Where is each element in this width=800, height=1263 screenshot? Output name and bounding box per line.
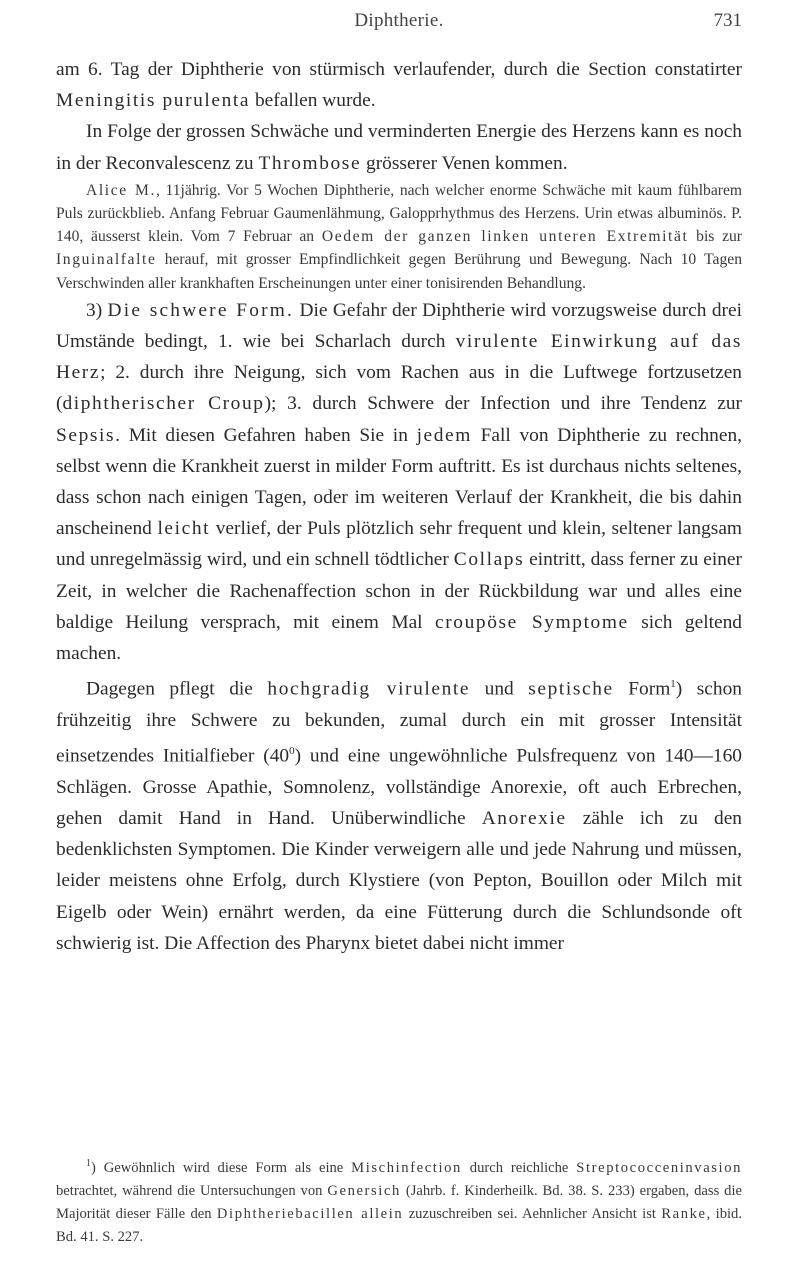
emphasis-croup: diphtherischer Croup xyxy=(62,393,265,415)
degree-mark: 0 xyxy=(289,745,295,758)
emphasis-diphtheriebacillen: Diphtheriebacillen allein xyxy=(216,1205,404,1222)
emphasis-collaps: Collaps xyxy=(453,549,525,571)
emphasis-sepsis: Sepsis xyxy=(56,424,116,446)
body-text xyxy=(56,54,742,959)
case-report: Alice M., 11jährig. Vor 5 Wochen Diphtherie, nach welcher enorme Schwäche mit kaum fühlbarem Puls zurückblieb. Anfang Februar Gaumenlähmung, Galopprhythmus des Herzens. Urin etwas albuminös. P. 140, äusserst klein. Vom 7 Februar an Oedem der ganzen linken unteren Extremität bis zur Inguinalfalte herauf, mit grosser Empfindlichkeit gegen Berührung und Bewegung. Nach 10 Tagen Verschwinden aller krankhaften Erscheinungen unter einer tonisirenden Behandlung. xyxy=(56,181,742,292)
emphasis-meningitis: Meningitis purulenta xyxy=(56,90,251,112)
emphasis-jedem: jedem xyxy=(416,424,472,446)
author-genersich: Genersich xyxy=(327,1182,401,1199)
emphasis-virulente-einwirkung: virulente Einwirkung auf das Herz xyxy=(56,331,742,384)
paragraph-schwere-form: 3) Die schwere Form. Die Gefahr der Diphtherie wird vorzugsweise durch drei Umstände bedingt, 1. wie bei Scharlach durch virulente Einwirkung auf das Herz; 2. durch ihre Neigung, sich vom Rachen aus in die Luftwege fortzusetzen (diphtherischer Croup); 3. durch Schwere der Infection und ihre Tendenz zur Sepsis. Mit diesen Gefahren haben Sie in jedem Fall von Diphtherie zu rechnen, selbst wenn die Krankheit zuerst in milder Form auftritt. Es ist durchaus nichts seltenes, dass schon nach einigen Tagen, oder im weiteren Verlauf der Krankheit, die bis dahin anscheinend leicht verlief, der Puls plötzlich sehr frequent und klein, seltener langsam und unregelmässig wird, und ein schnell tödtlicher Collaps eintritt, dass ferner zu einer Zeit, in welcher die Rachenaffection schon in der Rückbildung war und alles eine baldige Heilung versprach, mit einem Mal croupöse Symptome sich geltend machen. xyxy=(56,299,743,665)
emphasis-leicht: leicht xyxy=(157,518,211,540)
emphasis-hochgradig-virulente: hochgradig virulente xyxy=(267,678,471,700)
emphasis-croupoese-symptome: croupöse Symptome xyxy=(435,611,629,633)
emphasis-anorexie: Anorexie xyxy=(481,808,567,830)
emphasis-mischinfection: Mischinfection xyxy=(351,1159,462,1176)
paragraph-septische-form: Dagegen pflegt die hochgradig virulente und septische Form$^1$) schon frühzeitig ihre Schwere zu bekunden, zumal durch ein mit grosser Intensität einsetzendes Initialfieber $(40^0)$ und eine ungewöhnliche Pulsfrequenz von 140—160 Schlägen. Grosse Apathie, Somnolenz, vollständige Anorexie, oft auch Erbrechen, gehen damit Hand in Hand. Unüberwindliche Anorexie zähle ich zu den bedenklichsten Symptomen. Die Kinder verweigern alle und jede Nahrung und müssen, leider meistens ohne Erfolg, durch Klystiere (von Pepton, Bouillon oder Milch mit Eigelb oder Wein) ernährt werden, da eine Fütterung durch die Schlundsonde oft schwierig ist. Die Affection des Pharynx bietet dabei nicht immer xyxy=(56,678,743,954)
emphasis-oedem: Oedem der ganzen linken unteren Extremität xyxy=(321,228,689,246)
emphasis-septische: septische xyxy=(528,678,614,700)
page-number: 731 xyxy=(713,10,742,31)
paragraph-thrombose: In Folge der grossen Schwäche und verminderten Energie des Herzens kann es noch in der Reconvalescenz zu Thrombose grösserer Venen kommen. xyxy=(56,121,742,174)
running-header xyxy=(56,10,742,36)
footnote xyxy=(56,1152,742,1249)
emphasis-inguinalfalte: Inguinalfalte xyxy=(56,251,157,269)
author-ranke: Ranke xyxy=(661,1205,707,1222)
emphasis-streptococceninvasion: Streptococceninvasion xyxy=(576,1159,743,1176)
footnote-mark: 1 xyxy=(86,1158,91,1169)
case-patient-name: Alice M. xyxy=(86,181,156,199)
section-heading-schwere-form: Die schwere Form. xyxy=(107,299,295,321)
running-title: Diphtherie. xyxy=(354,10,444,31)
paragraph-meningitis: am 6. Tag der Diphtherie von stürmisch verlaufender, durch die Section constatirter Meningitis purulenta befallen wurde. xyxy=(56,59,742,112)
emphasis-thrombose: Thrombose xyxy=(258,152,362,174)
footnote-text: $^1$) Gewöhnlich wird diese Form als eine Mischinfection durch reichliche Streptococceninvasion betrachtet, während die Untersuchungen von Genersich (Jahrb. f. Kinderheilk. Bd. 38. S. 233) ergaben, dass die Majorität dieser Fälle den Diphtheriebacillen allein zuzuschreiben sei. Aehnlicher Ansicht ist Ranke, ibid. Bd. 41. S. 227. xyxy=(56,1158,743,1245)
footnote-reference[interactable]: 1 xyxy=(670,678,676,691)
